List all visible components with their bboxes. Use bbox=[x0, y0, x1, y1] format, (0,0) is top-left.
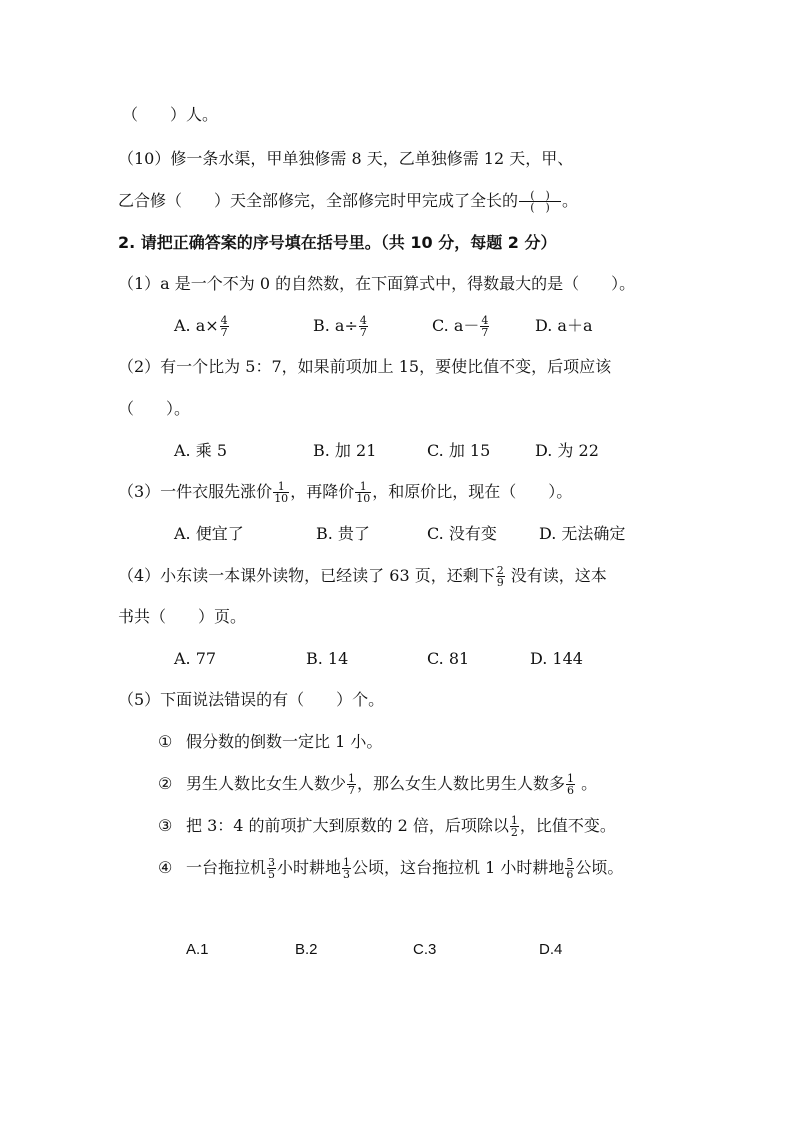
q10-fraction-blank bbox=[519, 190, 561, 213]
q9-answer-blank: （ ）人。 bbox=[122, 105, 219, 124]
fraction-numerator: 1 bbox=[567, 772, 575, 785]
statement-text: 一台拖拉机 bbox=[186, 858, 267, 877]
statement-text: 把 3：4 的前项扩大到原数的 2 倍，后项除以 bbox=[186, 816, 509, 835]
q3-stem bbox=[118, 480, 572, 504]
fraction bbox=[359, 315, 368, 338]
q2-option-d: D. 为 22 bbox=[535, 441, 599, 460]
fraction bbox=[347, 773, 356, 796]
circled-number: ① bbox=[158, 732, 173, 751]
q1-option-b bbox=[313, 314, 369, 338]
fraction bbox=[565, 857, 574, 880]
statement-text: ，比值不变。 bbox=[519, 816, 616, 835]
q5-statement-1 bbox=[158, 730, 382, 754]
option-text: C. a－ bbox=[432, 316, 480, 335]
q2-option-b: B. 加 21 bbox=[313, 441, 377, 460]
q4-option-a: A. 77 bbox=[174, 649, 217, 668]
q3-text: （3）一件衣服先涨价 bbox=[118, 482, 273, 501]
fraction bbox=[510, 815, 519, 838]
fraction-denominator: 5 bbox=[268, 868, 276, 881]
q4-text: （4）小东读一本课外读物，已经读了 63 页，还剩下 bbox=[118, 566, 495, 585]
statement-text: 假分数的倒数一定比 1 小。 bbox=[186, 732, 383, 751]
statement-text: 男生人数比女生人数少 bbox=[186, 774, 347, 793]
fraction-denominator: 2 bbox=[510, 826, 518, 839]
statement-text: 公顷。 bbox=[575, 858, 624, 877]
fraction-denominator: 7 bbox=[220, 326, 228, 339]
q2-stem-line2: （ ）。 bbox=[118, 399, 191, 418]
q5-option-b: B.2 bbox=[295, 941, 318, 958]
fraction bbox=[267, 857, 276, 880]
q5-statement-2 bbox=[158, 772, 597, 796]
circled-number: ③ bbox=[158, 816, 173, 835]
fraction-numerator: ( ) bbox=[530, 189, 550, 202]
q4-option-c: C. 81 bbox=[427, 649, 470, 668]
q1-option-d: D. a＋a bbox=[535, 316, 593, 335]
section-2-title: 2. 请把正确答案的序号填在括号里。（共 10 分，每题 2 分） bbox=[118, 233, 557, 252]
q4-option-b: B. 14 bbox=[306, 649, 349, 668]
q4-option-d: D. 144 bbox=[530, 649, 583, 668]
q1-option-a bbox=[174, 314, 230, 338]
fraction-numerator: 1 bbox=[510, 814, 518, 827]
fraction bbox=[480, 315, 489, 338]
fraction-numerator: 4 bbox=[359, 314, 367, 327]
statement-text: 公顷，这台拖拉机 1 小时耕地 bbox=[352, 858, 565, 877]
q5-option-c: C.3 bbox=[413, 941, 437, 958]
fraction-denominator: 6 bbox=[566, 868, 574, 881]
fraction-numerator: 1 bbox=[343, 856, 351, 869]
q3-text: ，和原价比，现在（ ）。 bbox=[372, 482, 573, 501]
q2-stem-line1: （2）有一个比为 5：7，如果前项加上 15，要使比值不变，后项应该 bbox=[118, 357, 612, 376]
q1-option-c bbox=[432, 314, 490, 338]
fraction-numerator: 1 bbox=[348, 772, 356, 785]
fraction-denominator: 10 bbox=[356, 492, 371, 505]
q4-text: 没有读，这本 bbox=[505, 566, 607, 585]
fraction-denominator: 7 bbox=[481, 326, 489, 339]
q5-statement-4 bbox=[158, 856, 623, 880]
q10-stem-line2 bbox=[118, 189, 578, 213]
q10-text: 乙合修（ ）天全部修完，全部修完时甲完成了全长的 bbox=[118, 191, 519, 210]
fraction-numerator: 4 bbox=[220, 314, 228, 327]
q3-text: ，再降价 bbox=[290, 482, 355, 501]
statement-text: 。 bbox=[576, 774, 598, 793]
fraction-denominator: 3 bbox=[343, 868, 351, 881]
fraction-numerator: 1 bbox=[359, 480, 367, 493]
q10-text-end: 。 bbox=[562, 191, 579, 210]
fraction bbox=[566, 773, 575, 796]
fraction bbox=[273, 481, 289, 504]
fraction-denominator: 6 bbox=[567, 784, 575, 797]
q4-stem-line2: 书共（ ）页。 bbox=[118, 607, 247, 626]
fraction-numerator: 4 bbox=[481, 314, 489, 327]
q3-option-a: A. 便宜了 bbox=[174, 524, 244, 543]
fraction-numerator: 5 bbox=[566, 856, 574, 869]
q2-option-a: A. 乘 5 bbox=[174, 441, 227, 460]
statement-text: ，那么女生人数比男生人数多 bbox=[357, 774, 566, 793]
q10-stem-line1: （10）修一条水渠，甲单独修需 8 天，乙单独修需 12 天，甲、 bbox=[118, 149, 574, 168]
q5-option-a: A.1 bbox=[186, 941, 209, 958]
q5-statement-3 bbox=[158, 814, 616, 838]
q3-option-c: C. 没有变 bbox=[427, 524, 497, 543]
fraction-numerator: 1 bbox=[277, 480, 285, 493]
option-text: B. a÷ bbox=[313, 316, 358, 335]
q1-stem: （1）a 是一个不为 0 的自然数，在下面算式中，得数最大的是（ ）。 bbox=[118, 274, 636, 293]
fraction-denominator: 7 bbox=[359, 326, 367, 339]
q2-option-c: C. 加 15 bbox=[427, 441, 491, 460]
q5-stem: （5）下面说法错误的有（ ）个。 bbox=[118, 690, 385, 709]
q3-option-b: B. 贵了 bbox=[316, 524, 370, 543]
fraction bbox=[342, 857, 351, 880]
circled-number: ② bbox=[158, 774, 173, 793]
fraction-numerator: 2 bbox=[496, 564, 504, 577]
statement-text: 小时耕地 bbox=[277, 858, 342, 877]
fraction-denominator: 7 bbox=[348, 784, 356, 797]
fraction-denominator: 10 bbox=[274, 492, 289, 505]
q5-option-d: D.4 bbox=[539, 941, 563, 958]
fraction bbox=[355, 481, 371, 504]
fraction-denominator: 9 bbox=[496, 576, 504, 589]
fraction bbox=[220, 315, 229, 338]
option-text: A. a× bbox=[174, 316, 219, 335]
q4-stem-line1 bbox=[118, 564, 607, 588]
fraction bbox=[496, 565, 505, 588]
q3-option-d: D. 无法确定 bbox=[539, 524, 626, 543]
fraction-denominator: ( ) bbox=[519, 201, 561, 213]
circled-number: ④ bbox=[158, 858, 173, 877]
fraction-numerator: 3 bbox=[268, 856, 276, 869]
